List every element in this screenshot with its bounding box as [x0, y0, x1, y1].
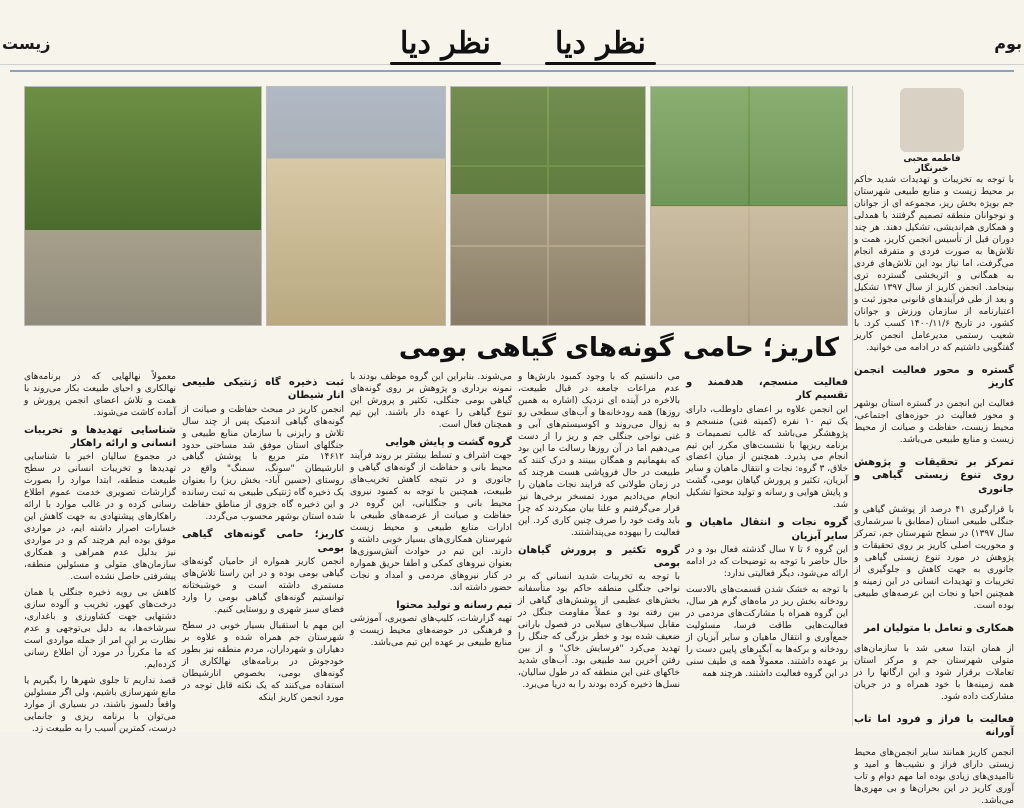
article-paragraph: کاهش بی رویه ذخیره جنگلی یا همان درخت‌های کهور، تخریب و آلوده سازی دشتهایی جهت کشاورزی و باغداری، سرشاخه‌ها، به دلیل بی‌توجهی و عدم نظارت بر این امر از جمله مواردی است که ما مکرراً در مورد آن اطلاع رسانی کرده‌ایم.: [24, 588, 176, 670]
article-paragraph: تهیه گزارشات، کلیپ‌های تصویری، آموزشی و فرهنگی در حوضه‌های محیط زیست و منابع طبیعی بر عهده این تیم می‌باشد.: [350, 614, 512, 648]
photo-planting: [650, 86, 848, 326]
column-separator: [852, 86, 853, 726]
article-intro-column: [854, 88, 1014, 807]
article-paragraph: با توجه به تخریبات و تهدیدات شدید حاکم بر محیط زیست و منابع طبیعی شهرستان جم بویژه بخش ریز، مجموعه ای از جوانان و نوجوانان منطقه تصمیم گرفتند با همدلی و همکاری هم‌اندیشی، تشکیل دهند. هر چند دوران قبل از تأسیس انجمن کاریز، همت و تلاش‌ها به صورت فردی و متفرقه انجام می‌گرفت، اما نیاز بود این تلاش‌های فردی به همگانی و اثربخشی گسترده تری بینجامد. انجمن کاریز از سال ۱۳۹۷ تشکیل و بعد از طی فرآیندهای قانونی مجوز ثبت و اعتبارنامه از سازمان ورزش و جوانان کشور، در تاریخ ۱۴۰۰/۱۱/۶ کسب کرد. با شعیب رستمی مدیرعامل انجمن کاریز گفتگویی داشتیم که در ادامه می خوانید.: [854, 175, 1014, 353]
subheading: کاریز؛ حامی گونه‌های گیاهی بومی: [182, 529, 344, 554]
article-column-5: [686, 372, 848, 726]
photo-planting-cell: [750, 87, 847, 205]
masthead-logo: نظر دیا: [400, 26, 491, 61]
article-column-2: [182, 372, 344, 726]
subheading: تیم رسانه و تولید محتوا: [396, 599, 512, 611]
article-paragraph: قصد نداریم تا جلوی شهرها را بگیریم یا مانع شهرسازی باشیم، ولی اگر مسئولین واقعاً دلسوز باشند، در بسیاری از موارد می‌توان با برنامه ریزی و جانمایی درست، کمترین آسیب را به طبیعت زد.: [24, 675, 176, 734]
subheading: شناسایی تهدیدها و تخریبات انسانی و ارائه راهکار: [24, 424, 176, 450]
article-paragraph: می‌شوند. بنابراین این گروه موظف بودند با نمونه برداری و پژوهش بر روی گونه‌های گیاهی بومی جنگلی، تکثیر و پرورش این تنوع گیاهی را عهده دار باشند. این تیم همچنان فعال است.: [350, 372, 512, 430]
page-edge-left: زیست: [2, 34, 51, 53]
article-headline: کاریز؛ حامی گونه‌های گیاهی بومی: [398, 333, 839, 363]
subheading: همکاری و تعامل با متولیان امر: [863, 622, 1014, 634]
article-paragraph: انجمن کاریز همانند سایر انجمن‌های محیط زیستی دارای فراز و نشیب‌ها و امید و ناامیدی‌های زیادی بوده اما مهم دوام و تاب آوری کاریز در این بحران‌ها و بی مهری‌ها می‌باشد.: [854, 748, 1014, 807]
photo-collage: [450, 86, 646, 326]
photo-collage-cell: [549, 247, 645, 325]
subheading: گروه گشت و پایش هوایی: [385, 436, 512, 448]
article-paragraph: با قرارگیری ۴۱ درصد از پوشش گیاهی و جنگلی طبیعی استان (مطابق با سرشماری سال ۱۳۹۷) در سطح شهرستان جم، تمرکز و محوریت اصلی کاریز بر روی تحقیقات و پژوهش در مورد تنوع زیستی گیاهی و جانوری به جهت کاهش و جلوگیری از تخریبات و تهدیدات انسانی در این زمینه و همچنین احیا و نجات این عرصه‌های طبیعی بوده است.: [854, 504, 1014, 611]
photo-strip: [24, 86, 848, 326]
photo-planting-cell: [750, 207, 847, 325]
photo-planting-cell: [651, 207, 748, 325]
photo-collage-cell: [451, 87, 547, 165]
photo-collage-cell: [549, 167, 645, 245]
article-column-4: [518, 372, 680, 726]
subheading: گروه تکثیر و پرورش گیاهان بومی: [518, 544, 680, 569]
photo-planting-cell: [651, 87, 748, 205]
article-paragraph: این گروه ۶ تا ۷ سال گذشته فعال بود و در حال حاضر با توجه به توضیحات که در ادامه ارائه می‌شود، دیگر فعالیتی ندارد:: [686, 544, 849, 579]
photo-collage-cell: [549, 87, 645, 165]
article-paragraph: می دانستیم که با وجود کمبود بارش‌ها و عدم مراعات جامعه در قبال طبیعت، بالاخره در آینده ای نزدیک (اشاره به همین روزها) همه رودخانه‌ها و آب‌های سطحی رو به زوال می‌روند و اکوسیستم‌های آبی و غنی نواحی جنگلی جم و ریز را از دست می‌دهیم اما در آن روزها رسالت ما این بود که بفهمانیم و همگان ببینند و درک کنند که طبیعت در حال فروپاشی هست هرچند که در زمان طولانی که فرایند نجات ماهیان را انجام می‌دادیم مورد تمسخر برخی‌ها نیز قرار می‌گرفتیم و علنا بیان میکردند که چرا باید وقت خود را صرف چنین کاری کرد. این فعالیت را بیهوده می‌پنداشتند.: [518, 372, 680, 538]
subheading: گروه نجات و انتقال ماهیان و سایر آبزیان: [686, 517, 848, 542]
top-bar: [0, 0, 1024, 65]
photo-collage-cell: [451, 247, 547, 325]
subheading: فعالیت منسجم، هدفمند و تقسیم کار: [686, 377, 848, 402]
article-paragraph: از همان ابتدا سعی شد با سازمان‌های متولی شهرستان جم و مرکز استان تعاملات برقرار شود و این ارگانها را در همه زمینه‌ها با خود همراه و در جریان مشارکت داده شود.: [854, 643, 1014, 702]
photo-river: [266, 86, 446, 326]
article-paragraph: این مهم با استقبال بسیار خوبی در سطح شهرستان جم همراه شده و علاوه بر دهیاران و شهرداران، مردم منطقه نیز بطور خودجوش در برنامه‌های نهالکاری از گونه‌های بومی، بخصوص انارشیطان استفاده می‌کنند که یک نکته قابل توجه در مورد انجمن کاریز اینکه: [182, 620, 344, 703]
author-role: خبرنگار: [915, 164, 949, 174]
subheading: ثبت ذخیره گاه ژنتیکی طبیعی انار شیطان: [182, 377, 344, 402]
article-paragraph: در مجموع سالیان اخیر با شناسایی تهدیدها و تخریبات انسانی در سطح طبیعت منطقه، ابتدا موارد را بصورت گزارشات تصویری خدمت عموم اطلاع رسانی کرده و در غالب موارد با ارائه راهکارهای پیشنهادی به جهت کاهش این خسارات اصرار داشته ایم، در مواردی موفق بوده ایم هرچند کم و در مواردی نیز بدلیل عدم همراهی و همکاری سازمان‌های متولی و مسئولین منطقه، پیشرفتی حاصل نشده است.: [24, 452, 176, 583]
article-paragraph: با توجه به خشک شدن قسمت‌های بالادست رودخانه بخش ریز در ماه‌های گرم هر سال، این گروه همراه با مشارکت‌های مردمی در فعالیت‌هایی طاقت فرسا، مسئولیت جمع‌آوری و انتقال ماهیان و سایر آبزیان از رودخانه و برکه‌ها به آبگیرهای پایین دست را بر عهده داشتند. معمولاً همه ی طیف سنی در این گروه فعالیت داشتند. هرچند همه: [686, 584, 848, 679]
author-name-text: فاطمه محبی: [903, 154, 961, 164]
page-edge-right: بوم: [994, 34, 1022, 53]
subheading: گستره و محور فعالیت انجمن کاریز: [854, 364, 1014, 389]
subheading: تمرکز بر تحقیقات و پژوهش روی تنوع زیستی گیاهی و جانوری: [854, 457, 1014, 495]
article-paragraph: جهت اشراف و تسلط بیشتر بر روند فرآیند محیط بانی و حفاظت از گونه‌های گیاهی و جانوری و در نتیجه کاهش تخریب‌های طبیعت، همچنین با توجه به کمبود نیروی محیط بانی و جنگلبانی، این گروه در حفاظت و صیانت از عرصه‌های طبیعی با ادارات منابع طبیعی و محیط زیست شهرستان همکاری‌های بسیار خوبی داشته و دارند. این تیم در حوادث آتش‌سوزی‌ها بعنوان نیروهای کمکی و اطفا حریق همواره در کنار نیروهای مردمی و امداد و نجات حضور داشته اند.: [350, 451, 512, 593]
article-paragraph: فعالیت این انجمن در گستره استان بوشهر و محور فعالیت در حوزه‌های اجتماعی، محیط زیست، حفاظت و صیانت از محیط زیست و منابع طبیعی می‌باشد.: [854, 399, 1014, 446]
article-paragraph: این انجمن علاوه بر اعضای داوطلب، دارای یک تیم ۱۰ نفره (کمیته فنی) منسجم و پژوهشگر می‌باشد که غالب تصمیمات و برنامه ریزیها با نشست‌های مکرر این تیم انجام می پذیرد. همچنین از میان اعضای خلاق، ۳ گروه: نجات و انتقال ماهیان و سایر آبزیان، تکثیر و پرورش گیاهان بومی، گشت و پایش هوایی و رسانه و تولید محتوا تشکیل شد.: [686, 404, 849, 511]
article-column-1: [24, 372, 176, 734]
article-paragraph: با توجه به تخریبات شدید انسانی که بر نواحی جنگلی منطقه حاکم بود متأسفانه بخش‌های عظیمی از پوشش‌های گیاهی از بین رفته بود و عملاً مقاومت جنگل در مقابل سیلاب‌های سیلابی در فصول بارانی ضعیف شده بود و خطر بزرگی که جنگل را تهدید می‌کرد "فرسایش خاک" و از بین رفتن آخرین سد طبیعی بود. آب‌های شدید خاکهای غنی این منطقه که در طول سالیان، نسل‌ها ذخیره کرده بودند را به دریا می‌برد.: [518, 572, 680, 690]
photo-children: [24, 86, 262, 326]
article-paragraph: انجمن کاریز در مبحث حفاظت و صیانت از گونه‌های گیاهی اندمیک پس از چند سال تلاش و رایزنی با سازمان منابع طبیعی و جنگلهای استان موفق شد مساحتی حدود ۱۴۶۱۲ متر مربع با پوشش گیاهی انارشیطان "سونگ، سمنگ" واقع در روستای (حسین آباد- بخش ریز) را بعنوان یک ذخیره گاه ژنتیکی طبیعی به ثبت رسانده و این ذخیره گاه جزوی از مناطق حفاظت شده استان بوشهر محسوب می‌گردد.: [182, 404, 344, 523]
photo-collage-cell: [451, 167, 547, 245]
article-paragraph: انجمن کاریز همواره از حامیان گونه‌های گیاهی بومی بوده و در این راستا تلاش‌های مستمری داشته است و خوشبختانه توانستیم گونه‌های گیاهی بومی را وارد فضای سبز شهری و روستایی کنیم.: [182, 556, 344, 615]
masthead-rule: [10, 70, 1014, 72]
masthead-logo: نظر دیا: [555, 26, 646, 61]
subheading: فعالیت با فراز و فرود اما تاب آورانه: [854, 713, 1014, 739]
article-paragraph: معمولاً نهالهایی که در برنامه‌های نهالکاری و احیای طبیعت بکار می‌روند با همت و تلاش اعضای انجمن پرورش و آماده کاشت می‌شوند.: [24, 372, 176, 418]
article-column-3: [350, 372, 512, 726]
